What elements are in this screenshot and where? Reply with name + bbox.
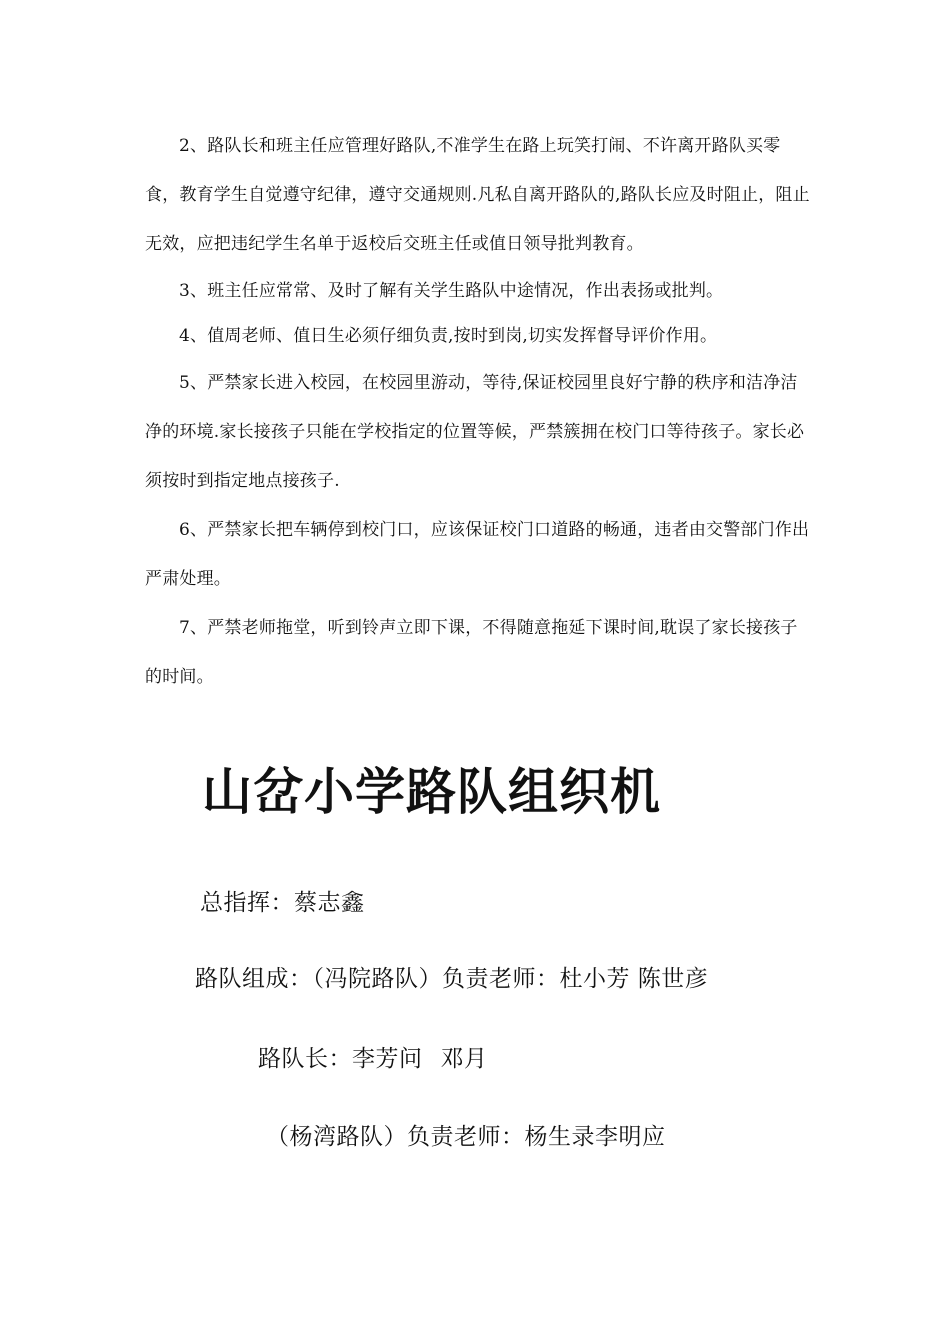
rules-section xyxy=(145,122,813,702)
rule-3: 3、班主任应常常、及时了解有关学生路队中途情况，作出表扬或批判。 xyxy=(179,281,724,301)
yangwan-line: （杨湾路队）负责老师：杨生录李明应 xyxy=(266,1124,666,1150)
rule-5: 5、严禁家长进入校园，在校园里游动，等待,保证校园里良好宁静的秩序和洁净洁净的环境.家长接孩子只能在学校指定的位置等候，严禁簇拥在校门口等待孩子。家长必须按时到指定地点接孩子. xyxy=(145,373,805,491)
rule-6: 6、严禁家长把车辆停到校门口，应该保证校门口道路的畅通，违者由交警部门作出严肃处理。 xyxy=(145,520,810,589)
rule-4: 4、值周老师、值日生必须仔细负责,按时到岗,切实发挥督导评价作用。 xyxy=(179,326,718,346)
commander-line: 总指挥：蔡志鑫 xyxy=(200,890,365,916)
leaders-line xyxy=(258,1040,488,1073)
rule-2: 2、路队长和班主任应管理好路队,不准学生在路上玩笑打闹、不许离开路队买零食，教育学生自觉遵守纪律，遵守交通规则.凡私自离开路队的,路队长应及时阻止，阻止无效，应把违纪学生名单于返校后交班主任或值日领导批判教育。 xyxy=(145,136,810,254)
composition-line: 路队组成：（冯院路队）负责老师：杜小芳 陈世彦 xyxy=(195,966,709,992)
org-title: 山岔小学路队组织机 xyxy=(202,763,661,821)
leaders-second: 邓月 xyxy=(440,1046,488,1072)
rule-7: 7、严禁老师拖堂，听到铃声立即下课，不得随意拖延下课时间,耽误了家长接孩子的时间。 xyxy=(145,618,798,687)
leaders-label: 路队长：李芳问 xyxy=(258,1046,423,1072)
